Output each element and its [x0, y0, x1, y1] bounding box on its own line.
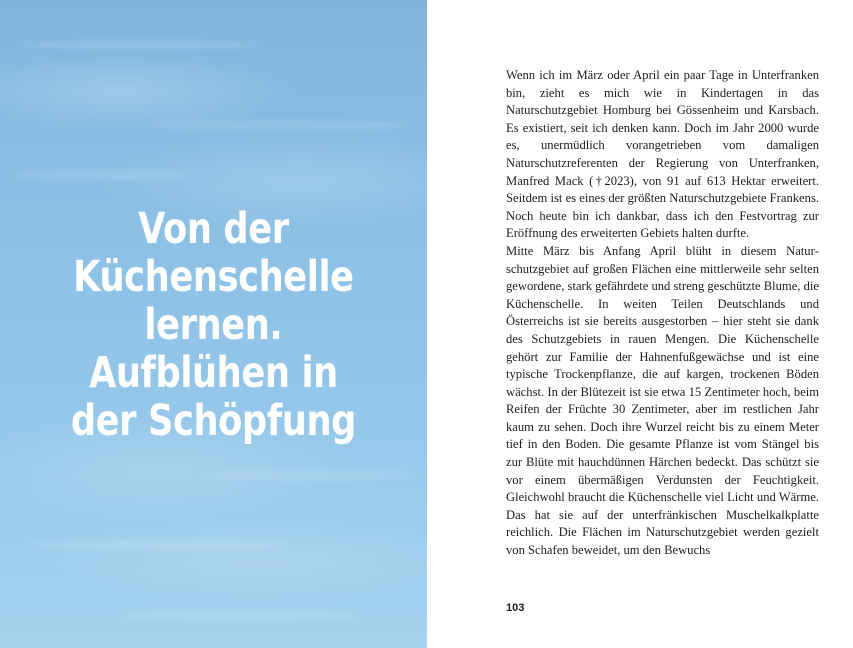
- paragraph: Wenn ich im März oder April ein paar Tage in Unterfranken bin, zieht es mich wie in Kindertagen in das Naturschutzgebiet Homburg bei Gössenheim und Karsbach. Es existiert, seit ich denken kann. Doch im Jahr 2000 wurde es, unermüdlich vorangetrieben vom damaligen Naturschutzreferenten der Regierung von Unterfranken, Manfred Mack (†2023), von 91 auf 613 Hektar erweitert. Seitdem ist es eines der größten Naturschutzgebiete Frankens. Noch heute bin ich dankbar, dass ich den Festvortrag zur Eröffnung des erweiterten Gebiets halten durfte.: [506, 68, 819, 241]
- chapter-title-line: der Schöpfung: [70, 396, 356, 446]
- chapter-title: [38, 205, 388, 445]
- sky-cloud-streak: [150, 120, 410, 130]
- text-page: [427, 0, 853, 648]
- sky-cloud-streak: [30, 540, 290, 550]
- chapter-title-line: Aufblühen in: [88, 348, 338, 398]
- body-text: [506, 67, 819, 560]
- chapter-title-line: Von der: [138, 204, 289, 254]
- sky-cloud-streak: [120, 610, 360, 620]
- sky-cloud-streak: [20, 40, 260, 50]
- chapter-title-line: Küchenschelle: [73, 252, 354, 302]
- sky-cloud-streak: [10, 170, 190, 180]
- page-number: 103: [506, 602, 525, 614]
- paragraph: Mitte März bis Anfang April blüht in diesem Naturschutzgebiet auf großen Flächen eine mittlerweile sehr selten gewordene, stark gefährdete und streng geschützte Blume, die Küchenschelle. In weiten Teilen Deutschlands und Österreichs ist sie bereits ausgestorben – hier steht sie dank des Schutzgebiets in rauen Mengen. Die Küchenschelle gehört zur Familie der Hahnenfußgewächse und ist eine typische Trockenpflanze, die auf kargen, trockenen Böden wächst. In der Blütezeit ist sie etwa 15 Zentimeter hoch, beim Reifen der Früchte 30 Zentimeter, aber im restlichen Jahr kaum zu sehen. Doch ihre Wurzel reicht bis zu einem Meter tief in den Boden. Die gesamte Pflanze ist vom Stängel bis zur Blüte mit hauchdünnen Härchen bedeckt. Das schützt sie vor einem übermäßigen Verdunsten der Feuchtigkeit. Gleichwohl braucht die Küchenschelle viel Licht und Wärme. Das hat sie auf der unterfränkischen Muschelkalkplatte reichlich. Die Flächen im Naturschutzgebiet werden gezielt von Schafen beweidet, um den Bewuchs: [506, 243, 819, 558]
- sky-cloud-streak: [200, 470, 420, 480]
- chapter-title-line: lernen.: [144, 300, 283, 350]
